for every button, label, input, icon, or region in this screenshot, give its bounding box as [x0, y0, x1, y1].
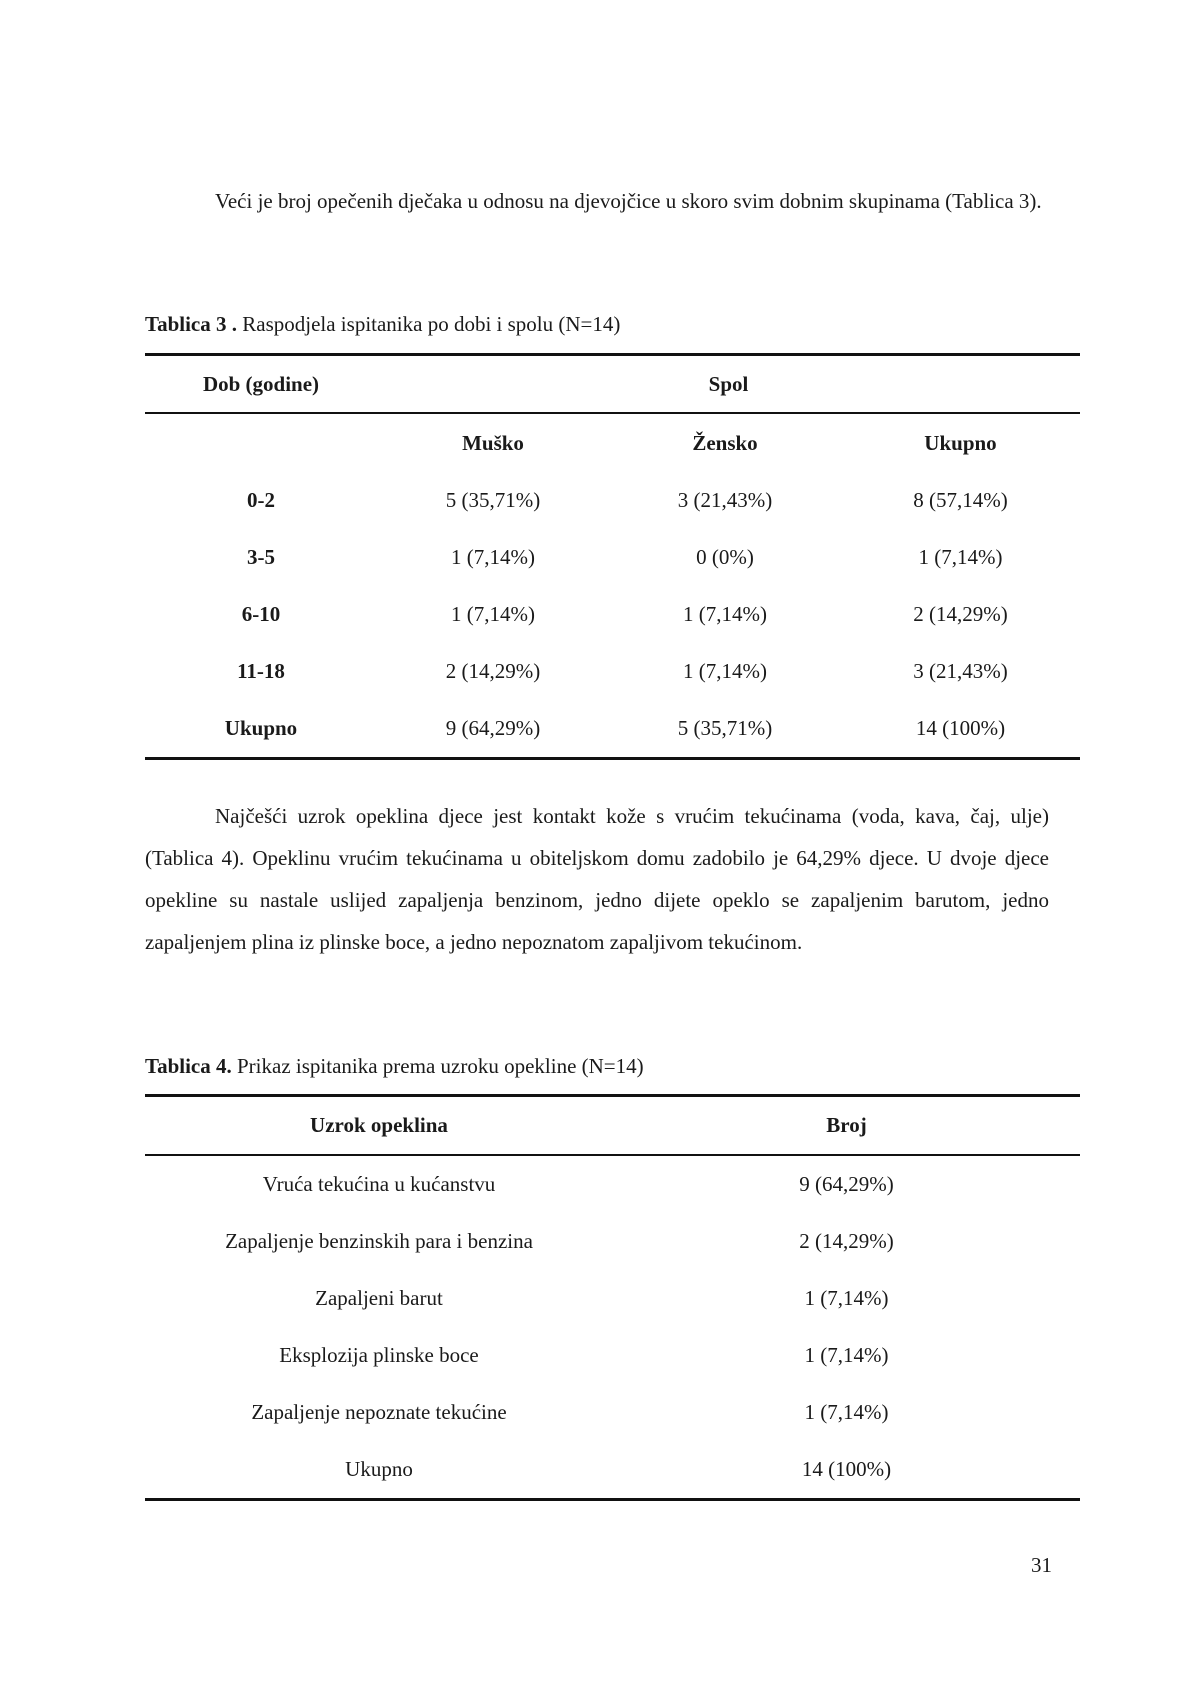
- female-cell: 0 (0%): [696, 545, 754, 569]
- male-cell: 2 (14,29%): [445, 659, 541, 683]
- count-cell: 9 (64,29%): [799, 1172, 894, 1196]
- count-cell: 2 (14,29%): [799, 1229, 894, 1253]
- female-cell: 3 (21,43%): [677, 488, 773, 512]
- male-cell: 1 (7,14%): [451, 602, 535, 626]
- header-cause: Uzrok opeklina: [145, 1096, 613, 1156]
- table3-caption: [145, 312, 620, 337]
- cause-cell: Vruća tekućina u kućanstvu: [262, 1172, 496, 1196]
- table-row: [145, 1384, 1080, 1441]
- table-row: [145, 1270, 1080, 1327]
- intro-paragraph: [145, 180, 1049, 222]
- age-cell: 11-18: [237, 659, 285, 683]
- cause-cell: Zapaljeni barut: [315, 1286, 443, 1310]
- header-count: Broj: [613, 1096, 1080, 1156]
- total-cell: 8 (57,14%): [913, 488, 1008, 512]
- table-row: [145, 1155, 1080, 1213]
- female-cell: 1 (7,14%): [683, 659, 767, 683]
- page-number: 31: [1031, 1553, 1052, 1577]
- table3-header-row: [145, 355, 1080, 414]
- age-sex-table: [145, 353, 1080, 760]
- burn-cause-table: [145, 1094, 1080, 1501]
- table3-caption-label: Tablica 3 .: [145, 312, 237, 336]
- age-cell: Ukupno: [224, 716, 298, 740]
- subheader-male: Muško: [462, 430, 524, 455]
- total-cell: 14 (100%): [915, 716, 1006, 740]
- cause-cell: Zapaljenje nepoznate tekućine: [251, 1400, 507, 1424]
- table-row-total: [145, 1441, 1080, 1500]
- count-cell: 1 (7,14%): [804, 1343, 889, 1367]
- table4-caption-label: Tablica 4.: [145, 1054, 232, 1078]
- table3-subheader-row: [145, 413, 1080, 472]
- total-cell: 3 (21,43%): [913, 659, 1008, 683]
- table4-caption: [145, 1054, 644, 1079]
- subheader-empty: [145, 413, 377, 472]
- header-sex: Spol: [377, 355, 1080, 414]
- table-row-total: [145, 700, 1080, 759]
- male-cell: 5 (35,71%): [445, 488, 541, 512]
- age-cell: 6-10: [241, 602, 281, 626]
- cause-cell: Zapaljenje benzinskih para i benzina: [225, 1229, 533, 1253]
- female-cell: 1 (7,14%): [683, 602, 767, 626]
- table-row: [145, 1327, 1080, 1384]
- table-row: [145, 1213, 1080, 1270]
- count-cell: 1 (7,14%): [804, 1400, 889, 1424]
- causes-paragraph: [145, 795, 1049, 963]
- total-cell: 1 (7,14%): [918, 545, 1003, 569]
- total-cell: 2 (14,29%): [913, 602, 1008, 626]
- count-cell: 1 (7,14%): [804, 1286, 889, 1310]
- table-row: [145, 472, 1080, 529]
- age-cell: 0-2: [247, 488, 275, 512]
- causes-paragraph-text: Najčešći uzrok opeklina djece jest kontakt kože s vrućim tekućinama (voda, kava, čaj, ulje) (Tablica 4). Opeklinu vrućim tekućinama u obiteljskom domu zadobilo je 64,29% djece. U dvoje djece opekline su nastale uslijed zapaljenja benzinom, jedno dijete opeklo se zapaljenim barutom, jedno zapaljenjem plina iz plinske boce, a jedno nepoznatom zapaljivom tekućinom.: [145, 804, 1049, 954]
- cause-cell: Eksplozija plinske boce: [279, 1343, 479, 1367]
- table3-caption-text: Raspodjela ispitanika po dobi i spolu (N=14): [237, 312, 621, 336]
- male-cell: 9 (64,29%): [445, 716, 541, 740]
- cause-cell: Ukupno: [345, 1457, 413, 1481]
- subheader-total: Ukupno: [924, 430, 997, 455]
- count-cell: 14 (100%): [801, 1457, 892, 1481]
- female-cell: 5 (35,71%): [677, 716, 773, 740]
- subheader-female: Žensko: [692, 430, 758, 455]
- table4-caption-text: Prikaz ispitanika prema uzroku opekline (N=14): [231, 1054, 644, 1078]
- header-age: Dob (godine): [145, 355, 377, 414]
- male-cell: 1 (7,14%): [451, 545, 535, 569]
- age-cell: 3-5: [247, 545, 275, 569]
- table-row: [145, 586, 1080, 643]
- table-row: [145, 643, 1080, 700]
- table-row: [145, 529, 1080, 586]
- table4-header-row: [145, 1096, 1080, 1156]
- intro-paragraph-text: Veći je broj opečenih dječaka u odnosu na djevojčice u skoro svim dobnim skupinama (Tablica 3).: [215, 189, 1042, 213]
